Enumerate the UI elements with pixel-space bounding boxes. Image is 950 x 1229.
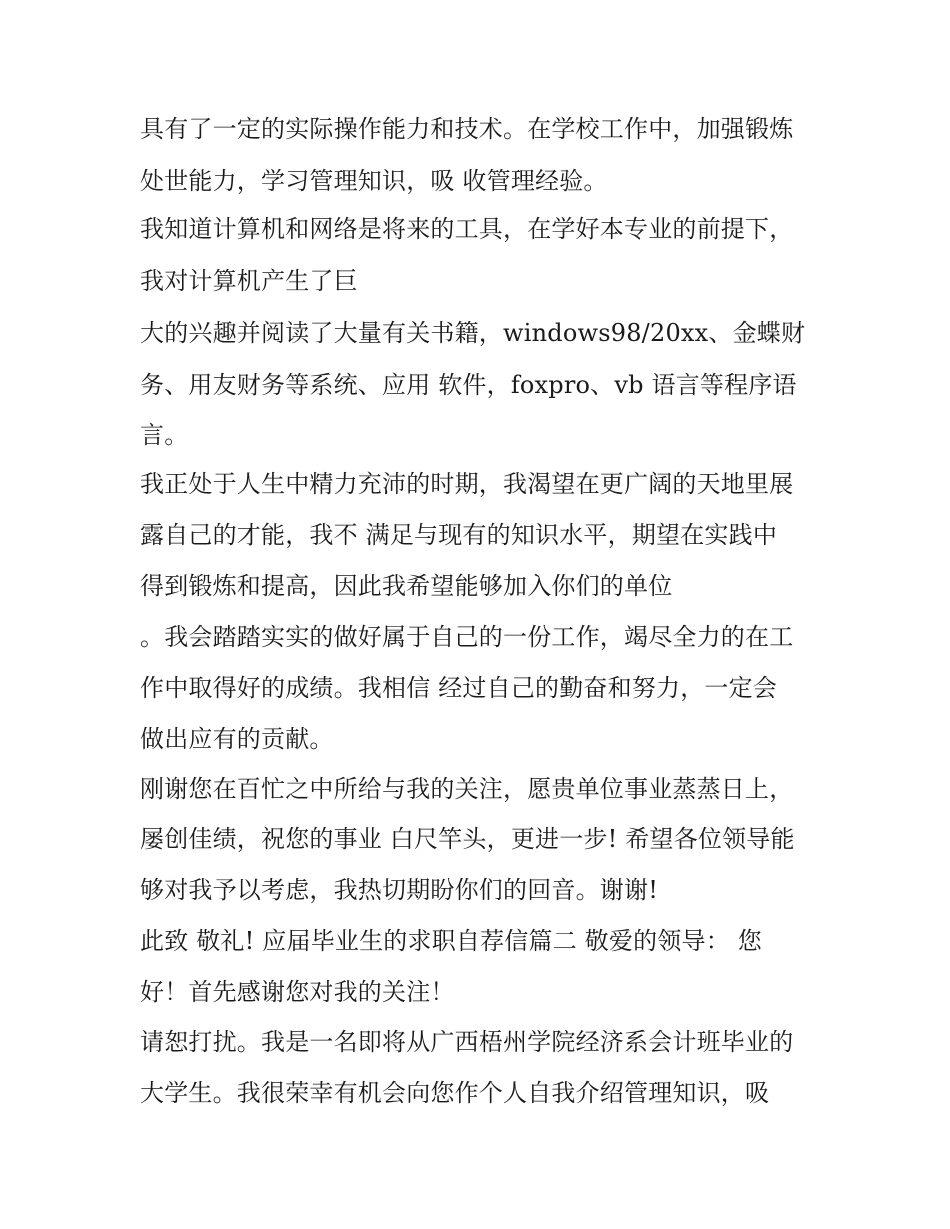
text-line: 大的兴趣并阅读了大量有关书籍，windows98/20xx、金蝶财 xyxy=(140,319,806,347)
text-line: 作中取得好的成绩。我相信 经过自己的勤奋和努力，一定会 xyxy=(140,674,778,702)
text-line: 言。 xyxy=(140,421,189,449)
text-line: 处世能力，学习管理知识，吸 收管理经验。 xyxy=(140,167,608,195)
text-line: 我知道计算机和网络是将来的工具，在学好本专业的前提下， xyxy=(140,215,794,243)
text-line: 具有了一定的实际操作能力和技术。在学校工作中，加强锻炼 xyxy=(140,115,794,143)
text-line: 此致 敬礼! 应届毕业生的求职自荐信篇二 敬爱的领导： 您 xyxy=(140,927,762,955)
text-line: 好！首先感谢您对我的关注！ xyxy=(140,978,455,1006)
text-line: 。我会踏踏实实的做好属于自己的一份工作，竭尽全力的在工 xyxy=(140,623,794,651)
text-line: 务、用友财务等系统、应用 软件，foxpro、vb 语言等程序语 xyxy=(140,371,797,399)
text-line: 请恕打扰。我是一名即将从广西梧州学院经济系会计班毕业的 xyxy=(140,1028,794,1056)
text-line: 大学生。我很荣幸有机会向您作个人自我介绍管理知识，吸 xyxy=(140,1079,770,1107)
text-line: 屡创佳绩，祝您的事业 白尺竿头，更进一步! 希望各位领导能 xyxy=(140,825,795,853)
text-line: 够对我予以考虑，我热切期盼你们的回音。谢谢! xyxy=(140,876,659,904)
text-line: 我对计算机产生了巨 xyxy=(140,267,358,295)
text-line: 做出应有的贡献。 xyxy=(140,725,334,753)
text-line: 刚谢您在百忙之中所给与我的关注，愿贵单位事业蒸蒸日上， xyxy=(140,775,794,803)
text-line: 我正处于人生中精力充沛的时期，我渴望在更广阔的天地里展 xyxy=(140,470,794,498)
text-line: 露自己的才能，我不 满足与现有的知识水平，期望在实践中 xyxy=(140,521,778,549)
text-line: 得到锻炼和提高，因此我希望能够加入你们的单位 xyxy=(140,572,673,600)
